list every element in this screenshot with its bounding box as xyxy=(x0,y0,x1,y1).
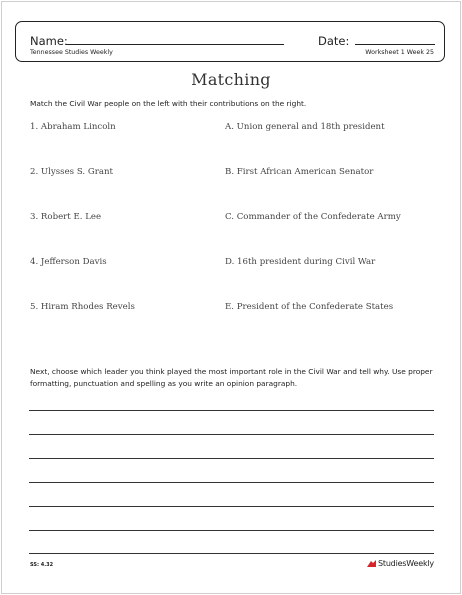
publication-name: Tennessee Studies Weekly xyxy=(30,49,113,56)
left-item-1: 1. Abraham Lincoln xyxy=(30,122,116,132)
brand-name: StudiesWeekly xyxy=(378,559,434,568)
apple-icon xyxy=(366,559,377,568)
writing-prompt: Next, choose which leader you think played the most important role in the Civil War and tell why. Use proper formatting, punctuation and spelling as you write an opinion paragraph. xyxy=(30,367,433,388)
writing-line-1[interactable] xyxy=(29,410,434,411)
standard-code: SS: 4.32 xyxy=(30,562,54,568)
writing-line-6[interactable] xyxy=(29,530,434,531)
writing-line-5[interactable] xyxy=(29,506,434,507)
brand-logo xyxy=(366,559,434,568)
instructions: Match the Civil War people on the left with their contributions on the right. xyxy=(30,99,307,108)
writing-line-7[interactable] xyxy=(29,553,434,554)
right-item-a: A. Union general and 18th president xyxy=(225,122,385,132)
left-item-2: 2. Ulysses S. Grant xyxy=(30,167,113,177)
name-label: Name: xyxy=(30,34,68,48)
page-title: Matching xyxy=(191,70,271,89)
left-item-5: 5. Hiram Rhodes Revels xyxy=(30,302,135,312)
right-item-b: B. First African American Senator xyxy=(225,167,374,177)
right-item-c: C. Commander of the Confederate Army xyxy=(225,212,401,222)
writing-line-4[interactable] xyxy=(29,482,434,483)
writing-line-2[interactable] xyxy=(29,434,434,435)
left-item-3: 3. Robert E. Lee xyxy=(30,212,102,222)
header-box xyxy=(15,21,445,62)
right-item-d: D. 16th president during Civil War xyxy=(225,257,376,267)
right-item-e: E. President of the Confederate States xyxy=(225,302,394,312)
date-field[interactable] xyxy=(355,44,435,45)
worksheet-label: Worksheet 1 Week 25 xyxy=(365,49,434,56)
name-field[interactable] xyxy=(66,44,284,45)
left-item-4: 4. Jefferson Davis xyxy=(30,257,107,267)
date-label: Date: xyxy=(318,34,350,48)
writing-line-3[interactable] xyxy=(29,458,434,459)
